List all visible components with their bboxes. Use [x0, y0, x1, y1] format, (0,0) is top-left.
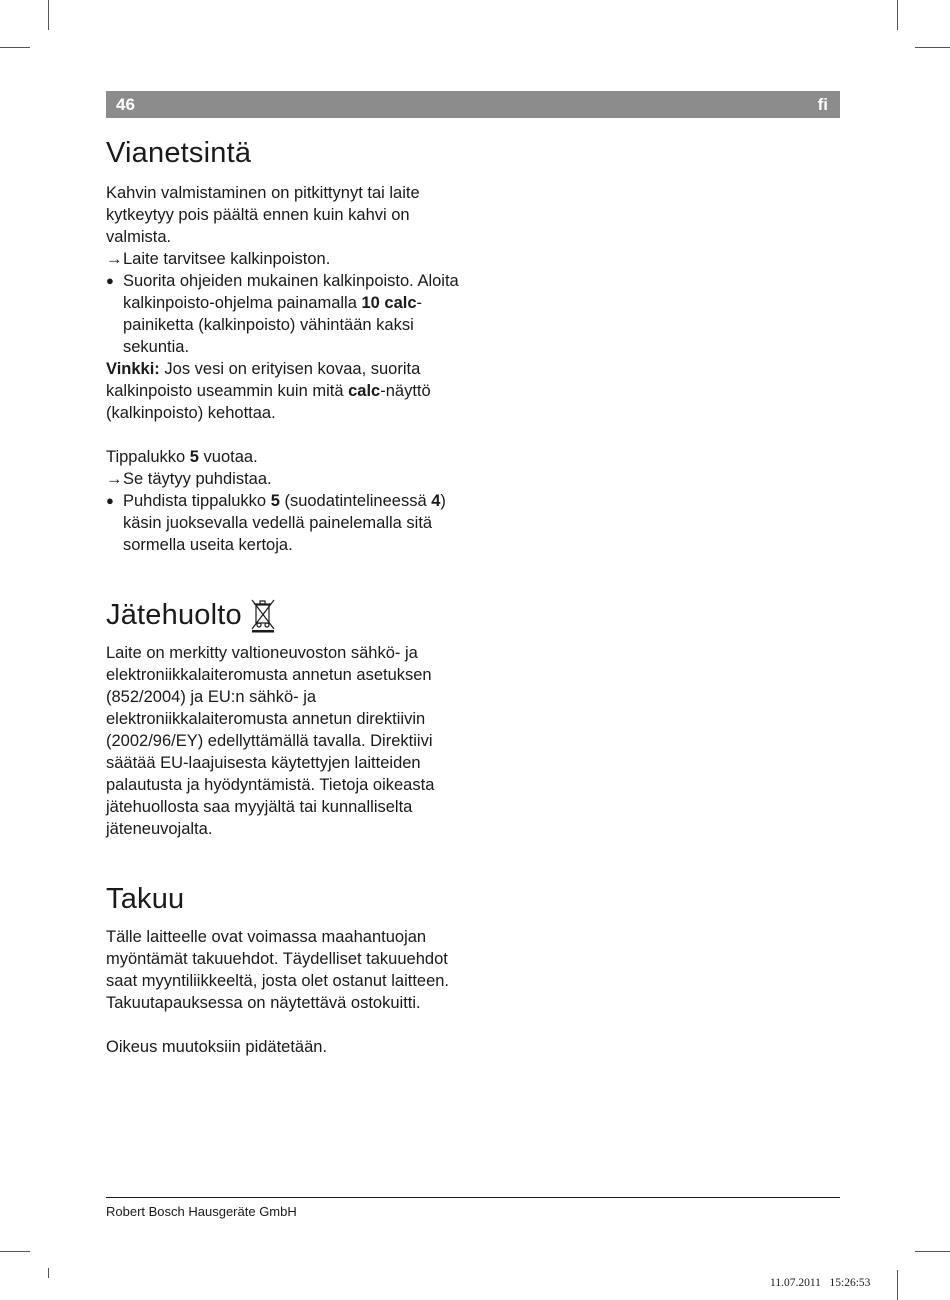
- crop-mark: [915, 1251, 950, 1252]
- crop-mark: [0, 47, 30, 48]
- instruction-item: [106, 490, 476, 556]
- tip-text: Jos vesi on erityisen kovaa, suorita kalkinpoisto useammin kuin mitä: [106, 360, 421, 400]
- result-text: Laite tarvitsee kalkinpoiston.: [123, 250, 331, 268]
- paragraph: Laite on merkitty valtioneuvoston sähkö- ja elektroniikkalaiteromusta annetun asetuksen (852/2004) ja EU:n sähkö- ja elektroniikkalaiteromusta annetun direktiivin (2002/96/EY) edellyttämällä tavalla. Direktiivi säätää EU-laajuisesta käytettyjen laitteiden palautusta ja hyödyntämistä. Tietoja oikeasta jätehuollosta saa myyjältä tai kunnalliselta jäteneuvojalta.: [106, 644, 435, 838]
- instruction-item: [106, 270, 476, 358]
- bullet-icon: ●: [106, 273, 114, 288]
- result-line: [106, 248, 476, 270]
- paragraph-text: vuotaa.: [198, 448, 258, 466]
- crop-mark: [897, 1270, 898, 1300]
- part-number: 4: [431, 492, 441, 510]
- paragraph: Kahvin valmistaminen on pitkittynyt tai laite kytkeytyy pois päältä ennen kuin kahvi on valmista.: [106, 184, 420, 246]
- instruction-text: (suodatintelineessä: [279, 492, 432, 510]
- crop-mark: [48, 1268, 49, 1278]
- crop-mark: [897, 0, 898, 30]
- main-column: [106, 132, 476, 1058]
- section-title-disposal: Jätehuolto: [106, 599, 242, 631]
- page-header-bar: [106, 91, 840, 118]
- instruction-text: Puhdista tippalukko: [123, 492, 271, 510]
- instruction-text: -painiketta (kalkinpoisto) vähintään kaksi sekuntia.: [123, 294, 423, 356]
- crop-mark: [0, 1251, 30, 1252]
- crossed-out-wheelie-bin-icon: [250, 597, 276, 633]
- page-number: 46: [116, 95, 135, 114]
- footer-company: Robert Bosch Hausgeräte GmbH: [106, 1204, 297, 1219]
- language-code: fi: [817, 95, 828, 114]
- tip-text: -näyttö (kalkinpoisto) kehottaa.: [106, 382, 431, 422]
- tip-paragraph: [106, 358, 476, 424]
- result-text: Se täytyy puhdistaa.: [123, 470, 272, 488]
- instruction-text: Suorita ohjeiden mukainen kalkinpoisto. Aloita kalkinpoisto-ohjelma painamalla: [123, 272, 459, 312]
- crop-mark: [915, 47, 950, 48]
- bullet-icon: ●: [106, 493, 114, 508]
- result-line: [106, 468, 476, 490]
- paragraph: Tälle laitteelle ovat voimassa maahantuojan myöntämät takuuehdot. Täydelliset takuuehdot saat myyntiliikkeeltä, josta olet ostanut laitteen. Takuutapauksessa on näytettävä ostokuitti.: [106, 928, 450, 1012]
- crop-mark: [48, 0, 49, 30]
- footer-divider: [106, 1197, 840, 1198]
- part-number: 5: [270, 492, 280, 510]
- paragraph: [106, 446, 476, 468]
- tip-label: Vinkki:: [106, 360, 160, 378]
- instruction-text: ) käsin juoksevalla vedellä painelemalla sitä sormella useita kertoja.: [123, 492, 446, 554]
- paragraph: Oikeus muutoksiin pidätetään.: [106, 1038, 328, 1056]
- arrow-icon: →: [106, 250, 123, 268]
- section-title-troubleshooting: Vianetsintä: [106, 137, 252, 169]
- part-number: 5: [189, 448, 199, 466]
- section-heading-disposal: [106, 594, 476, 636]
- paragraph-text: Tippalukko: [106, 448, 190, 466]
- button-reference: 10 calc: [361, 294, 417, 312]
- print-timestamp: 11.07.2011 15:26:53: [770, 1277, 871, 1289]
- display-reference: calc: [348, 382, 381, 400]
- section-title-warranty: Takuu: [106, 883, 185, 915]
- arrow-icon: →: [106, 470, 123, 488]
